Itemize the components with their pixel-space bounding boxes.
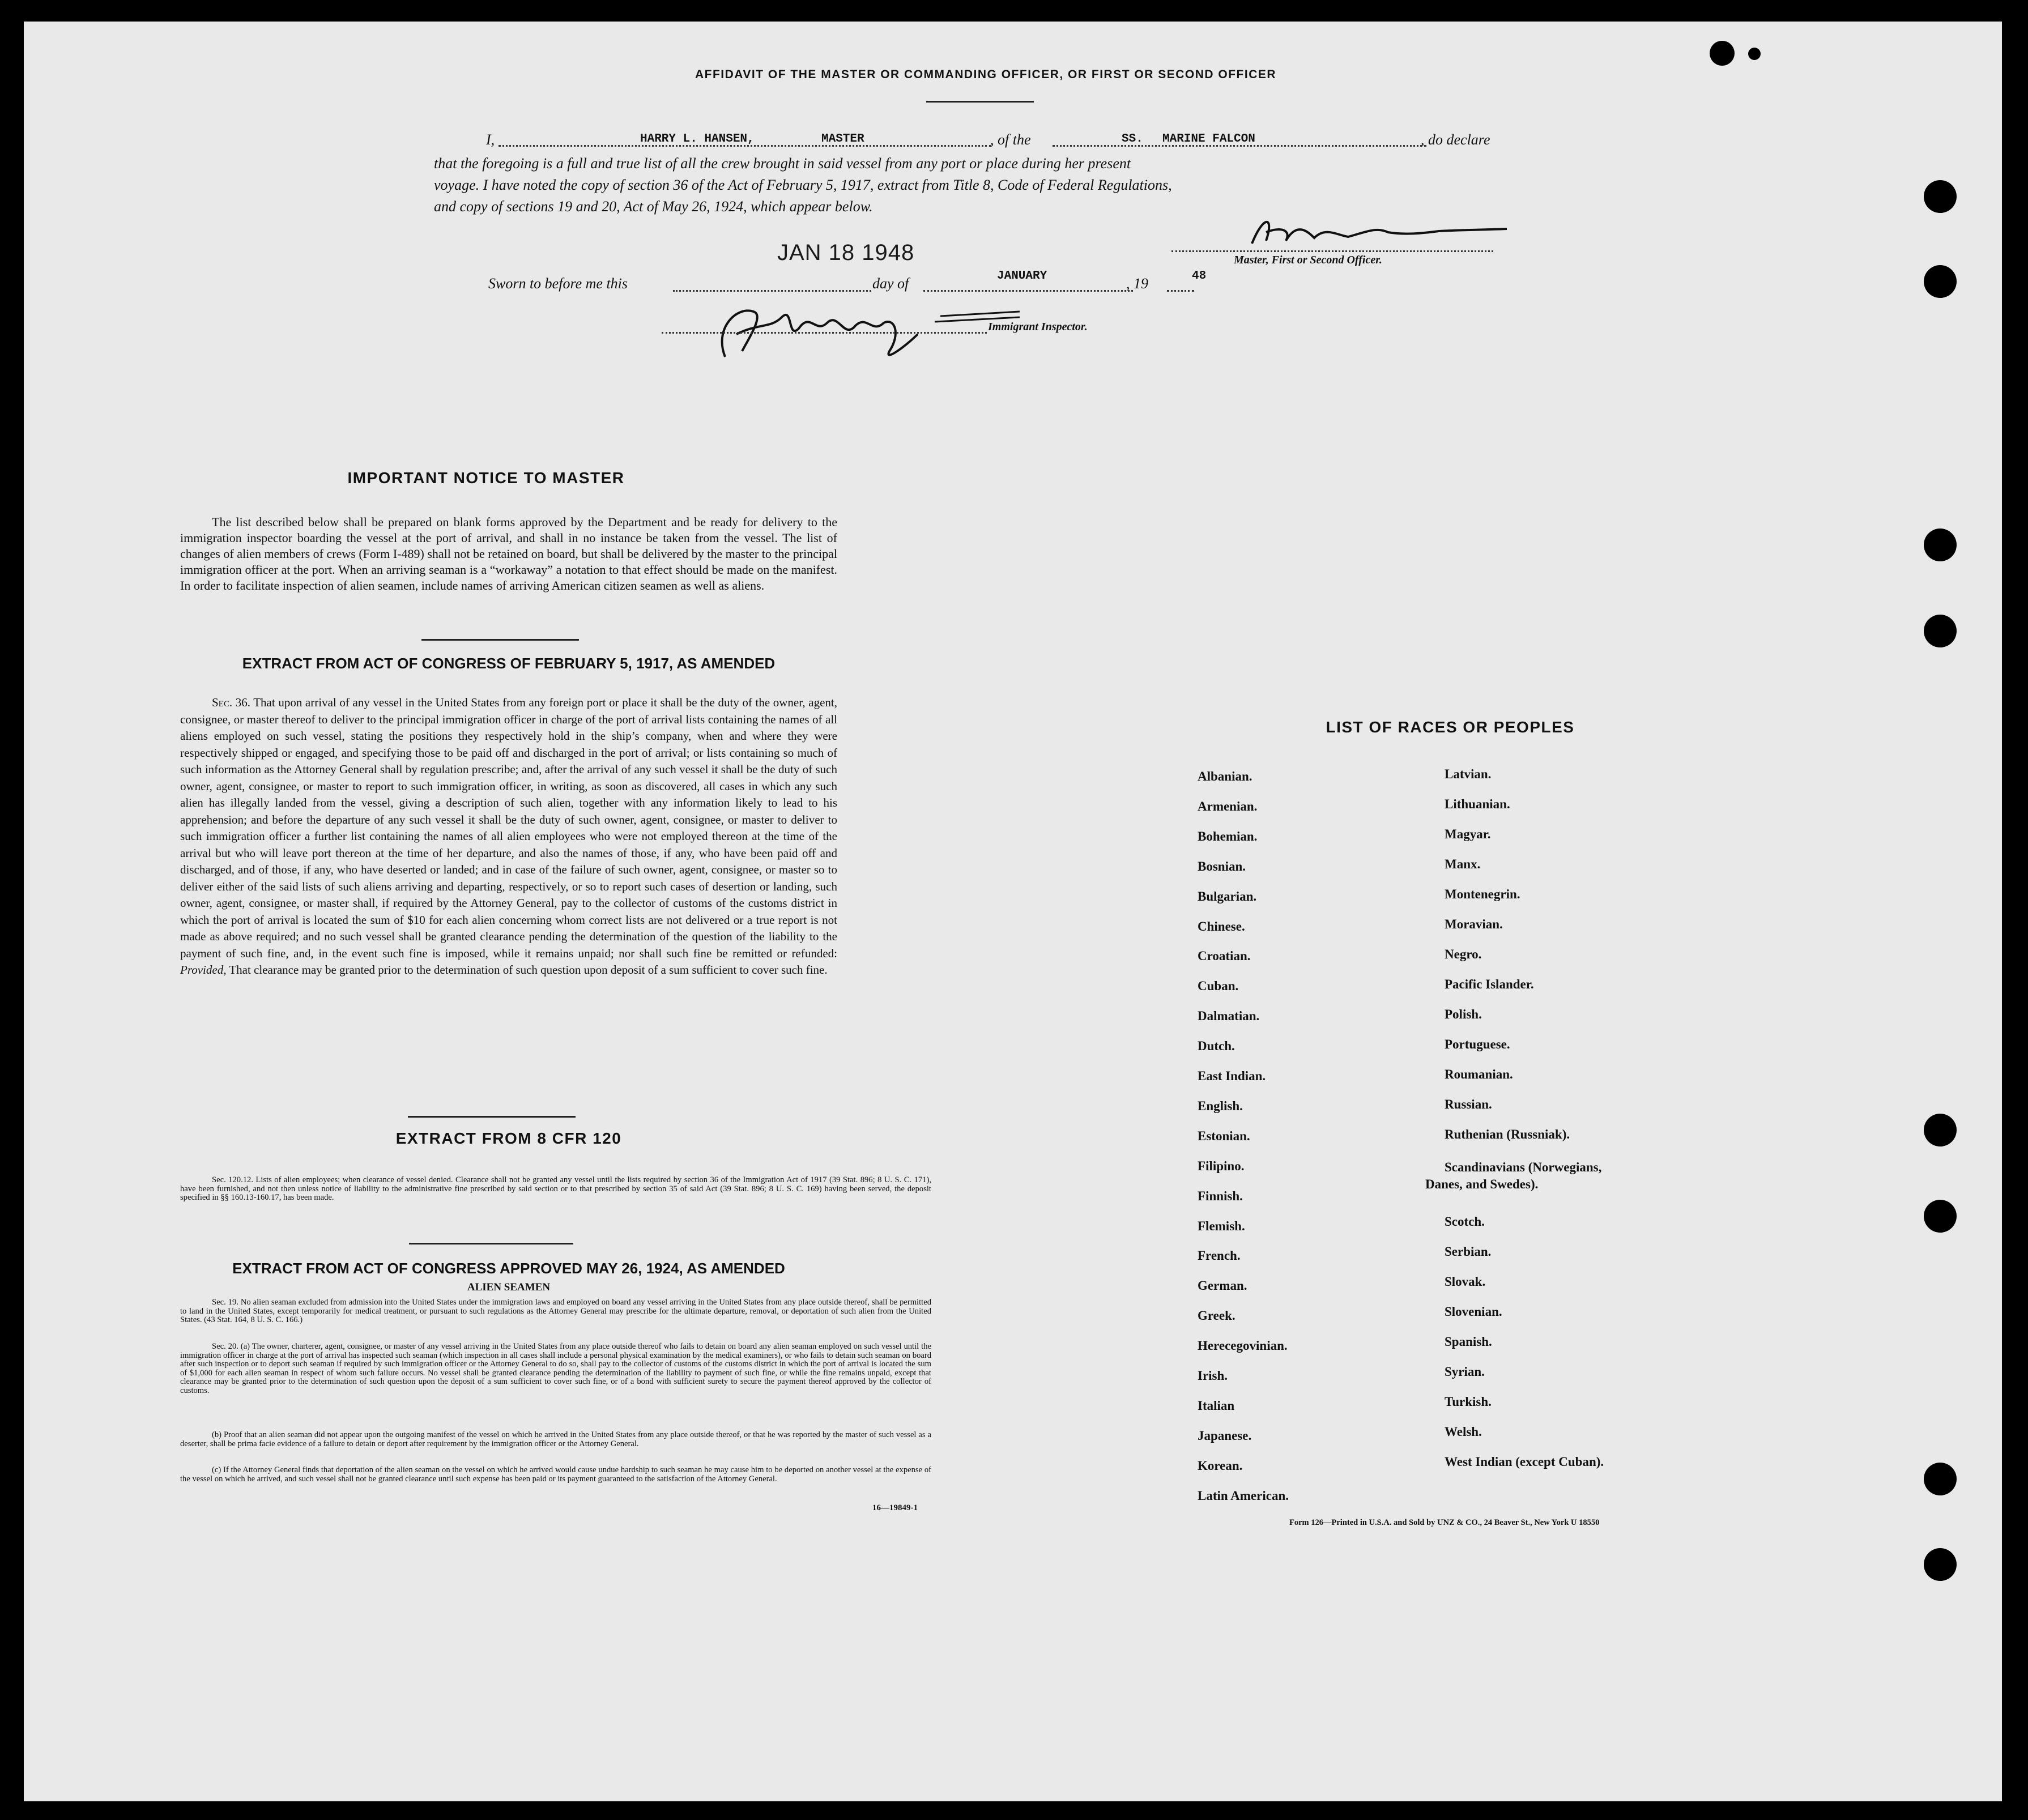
race-item: Syrian. — [1445, 1365, 1485, 1379]
race-item: Pacific Islander. — [1445, 977, 1534, 991]
punch-hole — [1748, 48, 1761, 60]
act-1917-title: EXTRACT FROM ACT OF CONGRESS OF FEBRUARY 5, 1917, AS AMENDED — [242, 655, 776, 672]
race-item: Danes, and Swedes). — [1425, 1177, 1539, 1191]
punch-hole — [1924, 1114, 1957, 1146]
year-field-line — [1167, 290, 1194, 292]
divider — [408, 1116, 576, 1118]
affidavit-i: I, — [486, 131, 495, 148]
section-label: Sec. 36. — [212, 696, 250, 709]
divider — [926, 101, 1034, 103]
act-1924-section-19: Sec. 19. No alien seaman excluded from admission into the United States under the immigration laws and employed on board any vessel arriving in the United States from any place outside thereof, shall be permitted to land in the United States, except temporarily for medical treatment, or pursuant to such regulations as the Attorney General may prescribe for the ultimate departure, removal, or deportation of such alien from the United States. (43 Stat. 164, 8 U. S. C. 166.) — [180, 1298, 931, 1324]
race-item: West Indian (except Cuban). — [1445, 1455, 1604, 1469]
affidavit-line-2: that the foregoing is a full and true list of all the crew brought in said vessel from any port or place during her present — [434, 155, 1131, 172]
race-item: Italian — [1198, 1398, 1235, 1413]
race-item: Turkish. — [1445, 1395, 1492, 1409]
master-signature — [1241, 210, 1535, 255]
cfr-title: EXTRACT FROM 8 CFR 120 — [395, 1129, 622, 1147]
race-item: Magyar. — [1445, 827, 1491, 841]
race-item: Armenian. — [1198, 799, 1258, 813]
section-body-end: That clearance may be granted prior to the determination of such question upon deposit of a sum sufficient to cover such fine. — [229, 963, 828, 977]
vessel-name-value: MARINE FALCON — [1162, 133, 1255, 146]
race-item: Cuban. — [1198, 979, 1239, 994]
race-item: Serbian. — [1445, 1244, 1492, 1259]
affidavit-title: AFFIDAVIT OF THE MASTER OR COMMANDING OFFICER, OR FIRST OR SECOND OFFICER — [695, 68, 1277, 81]
punch-hole — [1924, 1548, 1957, 1581]
vessel-prefix: SS. — [1122, 133, 1143, 146]
act-1924-section-20c: (c) If the Attorney General finds that deportation of the alien seaman on the vessel on which he arrived would cause undue hardship to such seaman he may cause him to be deported on another vessel at the expense of the vessel on which he arrived, and such vessel shall not be granted clearance until such expense has been paid or its payment guaranteed to the satisfaction of the Attorney General. — [180, 1465, 931, 1484]
race-item: Roumanian. — [1445, 1067, 1513, 1081]
punch-hole — [1924, 528, 1957, 561]
race-item: Bulgarian. — [1198, 889, 1257, 903]
race-item: Lithuanian. — [1445, 797, 1510, 811]
race-item: East Indian. — [1198, 1069, 1266, 1083]
cfr-section-text: Sec. 120.12. Lists of alien employees; when clearance of vessel denied. Clearance shall not be granted any vessel until the lists required by section 36 of the Immigration Act of 1917 (39 Stat. 896; 8 U. S. C. 171), have been furnished, and not then unless notice of liability to the administrative fine prescribed by said section or to that prescribed by section 35 of said Act (39 Stat. 896; 8 U. S. C. 169) having been served, the deposit specified in §§ 160.13-160.17, has been made. — [180, 1175, 931, 1202]
date-stamp: JAN 18 1948 — [777, 240, 915, 265]
divider — [409, 1243, 573, 1244]
month-value: JANUARY — [997, 270, 1047, 283]
race-item: Manx. — [1445, 857, 1481, 871]
race-item: Albanian. — [1198, 769, 1252, 783]
punch-hole — [1924, 615, 1957, 647]
race-item: Dalmatian. — [1198, 1009, 1260, 1024]
of-the-text: , of the — [990, 131, 1031, 148]
race-item: Montenegrin. — [1445, 887, 1520, 901]
race-item: Bosnian. — [1198, 859, 1246, 873]
race-item: Herecegovinian. — [1198, 1339, 1288, 1353]
race-item: Russian. — [1445, 1097, 1492, 1111]
provided-keyword: Provided, — [180, 963, 227, 977]
race-item: Ruthenian (Russniak). — [1445, 1127, 1570, 1141]
sworn-text: Sworn to before me this — [488, 275, 628, 292]
do-declare-text: , do declare — [1421, 131, 1490, 148]
race-item: Slovak. — [1445, 1275, 1486, 1289]
race-item: Korean. — [1198, 1458, 1243, 1473]
race-item: Latvian. — [1445, 767, 1492, 781]
punch-hole — [1710, 41, 1735, 66]
form-code: 16—19849-1 — [872, 1503, 918, 1512]
race-item: Latin American. — [1198, 1488, 1289, 1503]
race-item: Greek. — [1198, 1308, 1235, 1323]
year-suffix-value: 48 — [1192, 270, 1207, 283]
race-item: Chinese. — [1198, 919, 1245, 934]
race-item: Bohemian. — [1198, 829, 1258, 843]
race-item: Flemish. — [1198, 1218, 1245, 1233]
race-item: Japanese. — [1198, 1428, 1252, 1443]
race-item: English. — [1198, 1098, 1243, 1113]
race-item: German. — [1198, 1278, 1247, 1293]
divider — [421, 639, 579, 641]
race-item: Filipino. — [1198, 1158, 1245, 1173]
act-1924-section-20b: (b) Proof that an alien seaman did not appear upon the outgoing manifest of the vessel on which he arrived in the United States from any place outside thereof, or that he was reported by the master of such vessel as a deserter, shall be prima facie evidence of a failure to detain or deport after requirement by the immigration officer or the Attorney General. — [180, 1430, 931, 1448]
month-field-line — [923, 290, 1133, 292]
race-item: Negro. — [1445, 947, 1482, 961]
act-1924-subtitle: ALIEN SEAMEN — [467, 1281, 551, 1293]
printer-note: Form 126—Printed in U.S.A. and Sold by UNZ & CO., 24 Beaver St., New York U 18550 — [1289, 1518, 1600, 1527]
race-item: Moravian. — [1445, 917, 1503, 931]
master-name-value: HARRY L. HANSEN, — [640, 133, 755, 146]
master-signature-label: Master, First or Second Officer. — [1234, 254, 1382, 266]
year-prefix: , 19 — [1126, 275, 1148, 292]
inspector-signature-line — [662, 332, 987, 334]
affidavit-line-3: voyage. I have noted the copy of section 36 of the Act of February 5, 1917, extract from Title 8, Code of Federal Regulations, — [434, 177, 1172, 193]
section-body: That upon arrival of any vessel in the United States from any foreign port or place it shall be the duty of the owner, agent, consignee, or master thereof to deliver to the principal immigration officer in charge of the port of arrival lists containing the names of all aliens employed on such vessel, stating the positions they respectively hold in the ship’s company, when and where they were respectively shipped or engaged, and specifying those to be paid off and discharged in the port of arrival; or lists containing so much of such information as the Attorney General shall by regulation prescribe; and, after the arrival of any such vessel it shall be the duty of such owner, agent, consignee, or master to report to such immigration officer, in writing, as soon as discovered, all cases in which any such alien has illegally landed from the vessel, giving a description of such alien, together with any information likely to lead to his apprehension; and before the departure of any such vessel it shall be the duty of such owner, agent, consignee, or master to deliver to such immigration officer a further list containing the names of all alien employees who were not employed thereon at the time of the arrival but who will leave port thereon at the time of her departure, and also the names of those, if any, who have been paid off and discharged, and of those, if any, who have deserted or landed; and in case of the failure of such owner, agent, consignee, or master so to deliver either of the said lists of such aliens arriving and departing, respectively, or so to report such cases of desertion or landing, such owner, agent, consignee, or master shall, if required by the Attorney General, pay to the collector of customs of the customs district in which the port of arrival is located the sum of $10 for each alien concerning whom correct lists are not delivered or a true report is not made as above required; and no such vessel shall be granted clearance pending the determination of the question of the liability to the payment of such fine, and, in the event such fine is imposed, while it remains unpaid; nor shall such fine be remitted or refunded: — [180, 696, 838, 960]
race-item: Polish. — [1445, 1007, 1482, 1021]
punch-hole — [1924, 1200, 1957, 1233]
race-item: Welsh. — [1445, 1425, 1482, 1439]
race-item: Irish. — [1198, 1369, 1228, 1383]
race-item: Scotch. — [1445, 1214, 1485, 1229]
act-1924-section-20a: Sec. 20. (a) The owner, charterer, agent, consignee, or master of any vessel arriving in the United States from any place outside thereof who fails to detain on board any alien seaman employed on such vessel until the immigration officer in charge at the port of arrival has inspected such seaman (which inspection in all cases shall include a personal physical examination by the medical examiners), or who fails to detain such seaman on board after such inspection or to deport such seaman if required by such immigration officer or the Attorney General to do so, shall pay to the collector of customs of the customs district in which the port of arrival is located the sum of $1,000 for each alien seaman in respect of whom such failure occurs. No vessel shall be granted clearance pending the determination of the liability to payment of such fine, or while the fine remains unpaid, except that clearance may be granted prior to the determination of such question upon the deposit of a sum sufficient to cover such fine, or of a bond with sufficient surety to secure the payment thereof approved by the collector of customs. — [180, 1342, 931, 1395]
notice-title: IMPORTANT NOTICE TO MASTER — [347, 469, 625, 487]
punch-hole — [1924, 265, 1957, 298]
day-field-line — [673, 290, 871, 292]
race-item: Estonian. — [1198, 1128, 1250, 1143]
notice-text: The list described below shall be prepared on blank forms approved by the Department and be ready for delivery to the immigration inspector boarding the vessel at the port of arrival, and shall in no instance be taken from the vessel. The list of changes of alien members of crews (Form I-489) shall not be retained on board, but shall be delivered by the master to the principal immigration officer at the port. When an arriving seaman is a “workaway” a notation to that effect should be made on the manifest. In order to facilitate inspection of alien seamen, include names of arriving American citizen seamen as well as aliens. — [180, 515, 837, 593]
punch-hole — [1924, 180, 1957, 213]
race-item: Portuguese. — [1445, 1037, 1510, 1051]
race-item: Spanish. — [1445, 1335, 1492, 1349]
race-item: Slovenian. — [1445, 1305, 1502, 1319]
day-of-text: day of — [872, 275, 909, 292]
race-item: French. — [1198, 1248, 1241, 1263]
race-item: Finnish. — [1198, 1188, 1243, 1203]
act-1917-section-36 — [180, 694, 837, 979]
inspector-label: Immigrant Inspector. — [988, 321, 1088, 333]
rank-value: MASTER — [821, 133, 864, 146]
races-title: LIST OF RACES OR PEOPLES — [1326, 718, 1575, 736]
affidavit-line-4: and copy of sections 19 and 20, Act of May 26, 1924, which appear below. — [434, 198, 873, 215]
race-item: Dutch. — [1198, 1039, 1235, 1054]
punch-hole — [1924, 1463, 1957, 1495]
race-item: Scandinavians (Norwegians, — [1445, 1160, 1602, 1174]
act-1924-title: EXTRACT FROM ACT OF CONGRESS APPROVED MAY 26, 1924, AS AMENDED — [232, 1260, 785, 1277]
master-signature-line — [1171, 250, 1493, 252]
race-item: Croatian. — [1198, 949, 1251, 964]
